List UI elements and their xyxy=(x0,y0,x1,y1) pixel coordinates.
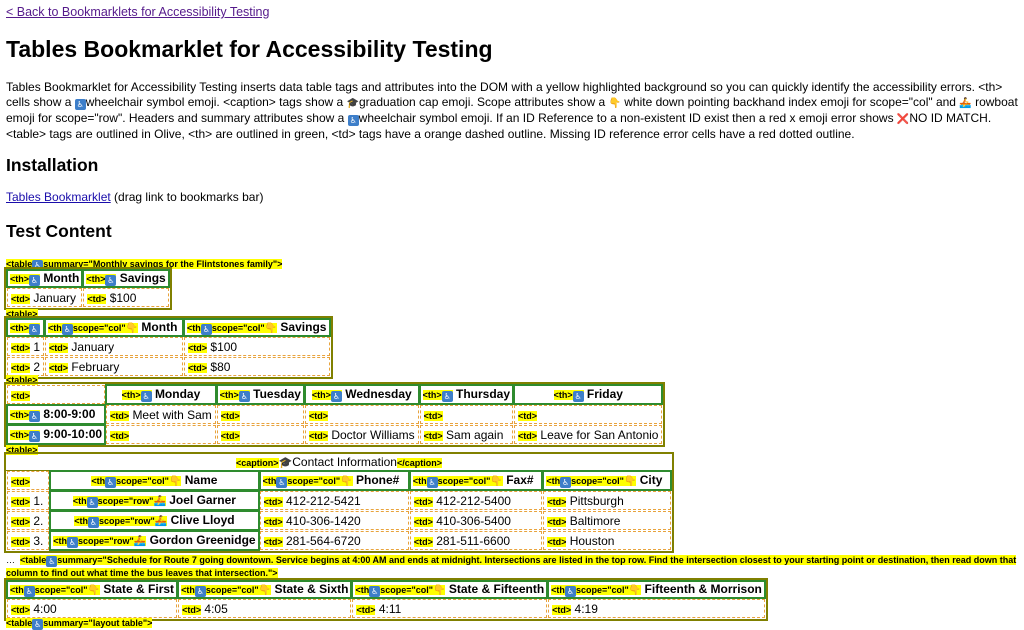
summary-text: Monthly savings for the Flintstones family xyxy=(92,259,273,269)
header-text: Monday xyxy=(154,387,201,401)
cell-text: January xyxy=(33,290,77,305)
pointing-hand-icon: 👇 xyxy=(623,476,637,487)
header-text: Wednesday xyxy=(345,387,412,401)
cell-text: 4:19 xyxy=(574,601,598,616)
tag-text: <th xyxy=(355,585,370,595)
cell-text: Sam again xyxy=(446,427,504,442)
tag-text: <th> xyxy=(10,430,30,440)
tag-text: <td> xyxy=(220,410,240,421)
table-tag-label xyxy=(6,615,152,630)
table-cell xyxy=(217,425,304,444)
cell-text: Meet with Sam xyxy=(132,407,212,422)
tag-text: <td> xyxy=(263,496,283,507)
page-title: Tables Bookmarklet for Accessibility Testing xyxy=(6,36,493,62)
tag-text: <td> xyxy=(11,342,31,353)
th-tuesday xyxy=(217,385,304,404)
th-time xyxy=(7,405,105,424)
tag-text: <th> xyxy=(311,390,331,400)
ellipsis-text: … xyxy=(6,555,15,565)
intro-text: wheelchair symbol emoji. <caption> tags show a xyxy=(85,95,347,109)
cell-text: 3. xyxy=(33,533,44,548)
th-state-first xyxy=(7,581,177,598)
cell-text: 281-511-6600 xyxy=(436,533,511,548)
test-content-heading: Test Content xyxy=(6,221,112,241)
header-text: Friday xyxy=(586,387,623,401)
tag-text: <table xyxy=(20,555,47,565)
tag-text: <th xyxy=(72,496,87,506)
table-cell xyxy=(548,599,765,618)
tag-text: summary=" xyxy=(43,259,93,269)
cell-text: 4:00 xyxy=(33,601,57,616)
table-cell xyxy=(45,337,183,356)
tag-text: <th xyxy=(91,476,106,486)
table-cell xyxy=(184,337,330,356)
tag-text: <th xyxy=(546,476,561,486)
tag-text: "> xyxy=(268,568,278,578)
tag-text: <th xyxy=(412,476,427,486)
tag-text: <table> xyxy=(6,375,38,385)
wheelchair-icon: ♿ xyxy=(89,518,98,527)
bookmarklet-link[interactable]: Tables Bookmarklet xyxy=(6,190,111,204)
rowboat-icon: 🚣 xyxy=(154,516,168,527)
wheelchair-icon: ♿ xyxy=(63,325,71,334)
wheelchair-icon: ♿ xyxy=(278,478,286,487)
intro-text: white down pointing backhand index emoji for scope="col" and xyxy=(620,95,960,109)
graduation-cap-icon: 🎓 xyxy=(346,98,359,109)
tag-text: <th> xyxy=(10,410,30,420)
table-cell xyxy=(410,491,543,510)
th-fax xyxy=(410,471,543,490)
tag-text: <td> xyxy=(423,430,443,441)
th-wednesday xyxy=(305,385,419,404)
tag-text: <td> xyxy=(263,516,283,527)
tag-text: <td> xyxy=(308,410,328,421)
tag-text: <td> xyxy=(413,516,433,527)
table-cell xyxy=(260,511,409,530)
table-cell xyxy=(7,471,49,490)
th-monday xyxy=(106,385,216,404)
table-cell xyxy=(420,405,513,424)
tag-text: <table> xyxy=(6,309,38,319)
table-cell xyxy=(514,405,662,424)
table-cell xyxy=(7,288,82,307)
tag-text: <td> xyxy=(87,293,107,304)
pointing-hand-icon: 👇 xyxy=(258,585,272,596)
wheelchair-icon: ♿ xyxy=(240,392,248,401)
header-text: Phone# xyxy=(355,473,400,487)
table-1 xyxy=(6,269,170,308)
tag-text: <th> xyxy=(553,390,573,400)
tag-text: <td> xyxy=(11,536,31,547)
tag-text: scope="col" xyxy=(116,476,169,486)
cell-text: Doctor Williams xyxy=(331,427,415,442)
table-cell xyxy=(420,425,513,444)
table-3 xyxy=(6,384,663,445)
table-cell xyxy=(305,405,419,424)
cell-text: Houston xyxy=(569,533,615,548)
table-cell xyxy=(106,405,216,424)
red-x-icon: ❌ xyxy=(896,114,910,125)
tag-text: <table> xyxy=(6,445,38,455)
header-text: Month xyxy=(43,271,80,285)
table-2 xyxy=(6,318,331,377)
pointing-hand-icon: 👇 xyxy=(264,323,278,334)
table-cell xyxy=(543,531,671,550)
header-text: 8:00-9:00 xyxy=(43,407,96,421)
tag-text: <th xyxy=(10,585,24,595)
wheelchair-icon: ♿ xyxy=(202,325,210,334)
table-cell xyxy=(410,511,543,530)
tag-text: <th xyxy=(551,585,565,595)
intro-text: NO ID MATCH. <table> tags are outlined in Olive, <th> are outlined in green, <td> tags have a orange dashed outline. Missing ID reference error cells have a red dotted outline. xyxy=(6,111,992,141)
cell-text: 2 xyxy=(33,359,41,374)
tag-text: scope="col" xyxy=(211,323,265,333)
table-4 xyxy=(6,454,672,551)
tag-text: <td> xyxy=(188,342,208,353)
header-text: Name xyxy=(184,473,218,487)
header-text: 9:00-10:00 xyxy=(43,427,103,441)
tag-text: "> xyxy=(142,618,153,628)
table-caption xyxy=(6,454,672,470)
table-5 xyxy=(6,580,766,619)
table-cell xyxy=(83,288,168,307)
cell-text: 410-306-5400 xyxy=(436,513,511,528)
wheelchair-icon: ♿ xyxy=(34,620,42,629)
back-link[interactable]: < Back to Bookmarklets for Accessibility Testing xyxy=(6,5,270,19)
th-friday xyxy=(514,385,662,404)
pointing-hand-icon: 👇 xyxy=(490,476,503,487)
pointing-hand-icon: 👇 xyxy=(168,476,182,487)
tag-text: <td> xyxy=(423,410,443,421)
cell-text: Baltimore xyxy=(569,513,621,528)
wheelchair-icon: ♿ xyxy=(30,325,39,334)
tag-text: <th xyxy=(181,585,195,595)
wheelchair-icon: ♿ xyxy=(34,261,42,270)
tag-text: <td> xyxy=(308,430,328,441)
cell-text: 281-564-6720 xyxy=(285,533,361,548)
tag-text: <td> xyxy=(413,496,433,507)
header-text: Savings xyxy=(280,320,327,334)
table-cell xyxy=(217,405,304,424)
wheelchair-icon: ♿ xyxy=(574,392,582,401)
tag-text: <th xyxy=(48,323,62,333)
tag-text: <th> xyxy=(10,323,30,333)
wheelchair-icon: ♿ xyxy=(566,587,575,596)
cell-text: $100 xyxy=(109,290,137,305)
wheelchair-icon: ♿ xyxy=(107,276,115,285)
wheelchair-icon: ♿ xyxy=(76,100,84,109)
cell-text: $80 xyxy=(210,359,231,374)
tag-text: <td> xyxy=(188,362,208,373)
th-state-sixth xyxy=(178,581,351,598)
wheelchair-icon: ♿ xyxy=(443,392,451,401)
tag-text: scope="row" xyxy=(98,516,155,526)
header-text: Clive Lloyd xyxy=(170,513,235,527)
th-blank xyxy=(7,319,44,336)
cell-text: 410-306-1420 xyxy=(285,513,361,528)
wheelchair-icon: ♿ xyxy=(25,587,33,596)
tag-text: </caption> xyxy=(396,458,442,468)
summary-text: layout table xyxy=(92,618,143,628)
wheelchair-icon: ♿ xyxy=(68,538,77,547)
rowboat-icon: 🚣 xyxy=(133,536,147,547)
table-cell xyxy=(260,531,409,550)
tag-text: <th xyxy=(187,323,201,333)
tag-text: <table xyxy=(6,259,33,269)
header-text: Savings xyxy=(119,271,166,285)
tag-text: <td> xyxy=(49,362,69,373)
cell-text: 4:05 xyxy=(204,601,228,616)
intro-paragraph xyxy=(6,80,1018,142)
th-row-name xyxy=(50,531,258,550)
th-row-name xyxy=(50,491,258,510)
tag-text: <td> xyxy=(182,604,202,615)
header-text: Thursday xyxy=(456,387,511,401)
tag-text: summary=" xyxy=(57,555,107,565)
table-cell xyxy=(352,599,547,618)
th-savings xyxy=(83,270,168,287)
tag-text: <td> xyxy=(547,536,567,547)
tag-text: <td> xyxy=(11,496,31,507)
tag-text: <td> xyxy=(547,516,567,527)
tag-text: <td> xyxy=(413,536,433,547)
table-cell xyxy=(7,531,49,550)
wheelchair-icon: ♿ xyxy=(30,432,39,441)
tag-text: <th xyxy=(74,516,88,526)
wheelchair-icon: ♿ xyxy=(30,412,39,421)
tag-text: <td> xyxy=(49,342,69,353)
header-text: Tuesday xyxy=(253,387,301,401)
cell-text: 4:11 xyxy=(378,601,402,616)
table-cell xyxy=(543,511,671,530)
table-cell xyxy=(7,511,49,530)
tag-text: <th> xyxy=(10,274,30,284)
tag-text: <td> xyxy=(110,410,130,421)
header-text: Month xyxy=(141,320,178,334)
table-cell xyxy=(184,357,330,376)
tag-text: <td> xyxy=(220,430,240,441)
tag-text: <th> xyxy=(86,274,106,284)
tag-text: <td> xyxy=(552,604,572,615)
cell-text: Leave for San Antonio xyxy=(540,427,659,442)
table-cell xyxy=(543,491,671,510)
th-state-fifteenth xyxy=(352,581,547,598)
wheelchair-icon: ♿ xyxy=(30,276,39,285)
tag-text: scope="col" xyxy=(437,476,491,486)
tag-text: <td> xyxy=(356,604,376,615)
tag-text: scope="col" xyxy=(575,585,629,595)
bookmarklet-line xyxy=(6,190,263,204)
tag-text: <th xyxy=(53,536,67,546)
header-text: Fifteenth & Morrison xyxy=(644,582,762,596)
tag-text: <td> xyxy=(110,430,130,441)
tag-text: <th xyxy=(262,476,277,486)
intro-text: Tables Bookmarklet for Accessibility Testing inserts data table tags and attributes into the DOM with a yellow highlighted background so you can quickly identify the accessibility errors. <th> cells show a xyxy=(6,80,1003,109)
tag-text: scope="row" xyxy=(77,536,134,546)
table-cell xyxy=(7,491,49,510)
cell-text: 412-212-5421 xyxy=(285,493,361,508)
th-month xyxy=(45,319,183,336)
tag-text: scope="col" xyxy=(72,323,126,333)
tag-text: <td> xyxy=(518,410,538,421)
wheelchair-icon: ♿ xyxy=(349,116,357,125)
tag-text: "> xyxy=(272,259,283,269)
tag-text: summary=" xyxy=(43,618,93,628)
tag-text: <th> xyxy=(219,390,239,400)
cell-text: February xyxy=(71,359,120,374)
tag-text: scope="col" xyxy=(287,476,341,486)
tag-text: <th> xyxy=(121,390,141,400)
table-cell xyxy=(45,357,183,376)
rowboat-icon: 🚣 xyxy=(959,98,972,109)
cell-text: 412-212-5400 xyxy=(436,493,511,508)
table-cell xyxy=(514,425,662,444)
cell-text: 1. xyxy=(33,493,44,508)
cell-text: 2. xyxy=(33,513,44,528)
graduation-cap-icon: 🎓 xyxy=(278,457,293,469)
th-phone xyxy=(260,471,409,490)
wheelchair-icon: ♿ xyxy=(142,392,150,401)
tag-text: <td> xyxy=(518,430,538,441)
intro-text: rowboat emoji for scope="row". Headers and summary attributes show a xyxy=(6,95,1018,125)
cell-text: January xyxy=(71,339,115,354)
table-cell xyxy=(178,599,351,618)
header-text: State & Fifteenth xyxy=(448,582,545,596)
th-thursday xyxy=(420,385,513,404)
header-text: Fax# xyxy=(506,473,534,487)
th-row-name xyxy=(50,511,258,530)
table-cell xyxy=(106,425,216,444)
cell-text: Pittsburgh xyxy=(569,493,624,508)
tag-text: <caption> xyxy=(236,458,279,468)
intro-text: graduation cap emoji. Scope attributes show a xyxy=(358,95,609,109)
header-text: Gordon Greenidge xyxy=(149,533,256,547)
tag-text: <td> xyxy=(11,390,31,401)
th-city xyxy=(543,471,671,490)
installation-heading: Installation xyxy=(6,155,99,175)
wheelchair-icon: ♿ xyxy=(107,478,115,487)
table-tag-label xyxy=(6,554,1018,579)
pointing-hand-icon: 👇 xyxy=(433,585,446,596)
tag-text: <td> xyxy=(263,536,283,547)
wheelchair-icon: ♿ xyxy=(88,498,96,507)
table-cell xyxy=(7,385,105,404)
tag-text: scope="col" xyxy=(34,585,88,595)
header-text: City xyxy=(639,473,663,487)
header-text: State & First xyxy=(103,582,175,596)
tag-text: scope="col" xyxy=(571,476,624,486)
table-cell xyxy=(305,425,419,444)
tag-text: <td> xyxy=(11,516,31,527)
cell-text: $100 xyxy=(210,339,238,354)
rowboat-icon: 🚣 xyxy=(153,496,166,507)
pointing-hand-icon: 👇 xyxy=(608,98,621,109)
table-cell xyxy=(7,337,44,356)
pointing-hand-icon: 👇 xyxy=(87,585,101,596)
th-month xyxy=(7,270,82,287)
caption-text: Contact Information xyxy=(292,455,397,469)
wheelchair-icon: ♿ xyxy=(48,557,56,566)
tag-text: <td> xyxy=(547,496,567,507)
summary-text: Schedule for Route 7 going downtown. Service begins at 4:00 AM and ends at midnight. Intersections are listed in the top row. Find the intersection closest to your starting point or destination, then read down that column to find out what time the bus leaves that intersection. xyxy=(6,555,1017,578)
pointing-hand-icon: 👇 xyxy=(125,323,139,334)
table-cell xyxy=(260,491,409,510)
tag-text: <th> xyxy=(422,390,442,400)
tag-text: <td> xyxy=(11,362,31,373)
wheelchair-icon: ♿ xyxy=(332,392,340,401)
th-name xyxy=(50,471,258,490)
pointing-hand-icon: 👇 xyxy=(628,585,642,596)
header-text: State & Sixth xyxy=(274,582,349,596)
tag-text: <td> xyxy=(11,293,31,304)
wheelchair-icon: ♿ xyxy=(371,587,379,596)
intro-text: wheelchair symbol emoji. If an ID Reference to a non-existent ID exist then a red x emoji error shows xyxy=(358,111,897,125)
tag-text: <td> xyxy=(11,476,31,487)
tag-text: scope="col" xyxy=(205,585,259,595)
wheelchair-icon: ♿ xyxy=(428,478,436,487)
bookmarklet-note: (drag link to bookmarks bar) xyxy=(110,190,264,204)
wheelchair-icon: ♿ xyxy=(196,587,204,596)
tag-text: <td> xyxy=(11,604,31,615)
tag-text: scope="col" xyxy=(380,585,434,595)
table-cell xyxy=(410,531,543,550)
tag-text: scope="row" xyxy=(97,496,154,506)
cell-text: 1 xyxy=(33,339,41,354)
header-text: Joel Garner xyxy=(169,493,236,507)
tag-text: <table xyxy=(6,618,33,628)
th-savings xyxy=(184,319,330,336)
pointing-hand-icon: 👇 xyxy=(340,476,353,487)
th-fifteenth-morrison xyxy=(548,581,765,598)
wheelchair-icon: ♿ xyxy=(562,478,570,487)
